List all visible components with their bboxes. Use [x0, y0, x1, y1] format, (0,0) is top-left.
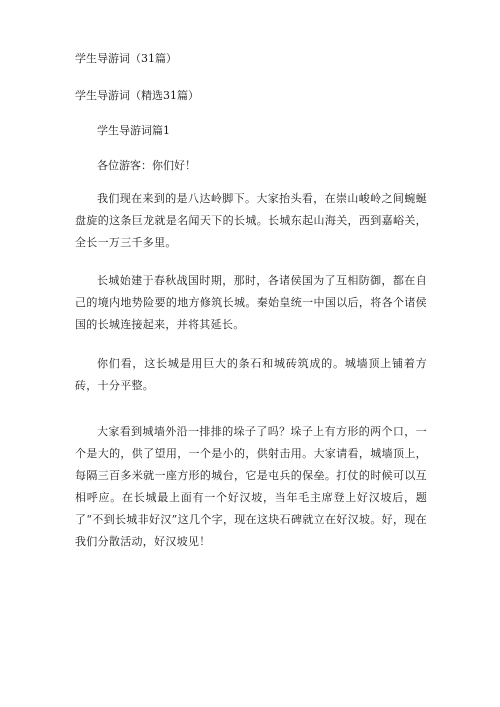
section-heading: 学生导游词篇1 — [97, 124, 170, 137]
greeting-text: 各位游客：你们好！ — [97, 159, 196, 172]
paragraph-2: 长城始建于春秋战国时期，那时，各诸侯国为了互相防御，都在自己的境内地势险要的地方修筑长城。秦始皇统一中国以后，将各个诸侯国的长城连接起来，并将其延长。 — [75, 274, 427, 331]
paragraph-3: 你们看，这长城是用巨大的条石和城砖筑成的。城墙顶上铺着方砖，十分平整。 — [75, 357, 427, 392]
document-title: 学生导游词（31篇） — [75, 52, 177, 65]
paragraph-4: 大家看到城墙外沿一排排的垛子了吗？垛子上有方形的两个口，一个是大的，供了望用，一个是小的，供射击用。大家请看，城墙顶上，每隔三百多米就一座方形的城台，它是屯兵的保垒。打仗的时候可以互相呼应。在长城最上面有一个好汉坡，当年毛主席登上好汉坡后，题了“不到长城非好汉”这几个字，现在这块石碑就立在好汉坡。好，现在我们分散活动，好汉坡见！ — [75, 425, 427, 548]
paragraph-1: 我们现在来到的是八达岭脚下。大家抬头看，在崇山峻岭之间蜿蜒盘旋的这条巨龙就是名闻天下的长城。长城东起山海关，西到嘉峪关，全长一万三千多里。 — [75, 192, 427, 249]
document-subtitle: 学生导游词（精选31篇） — [75, 89, 199, 102]
